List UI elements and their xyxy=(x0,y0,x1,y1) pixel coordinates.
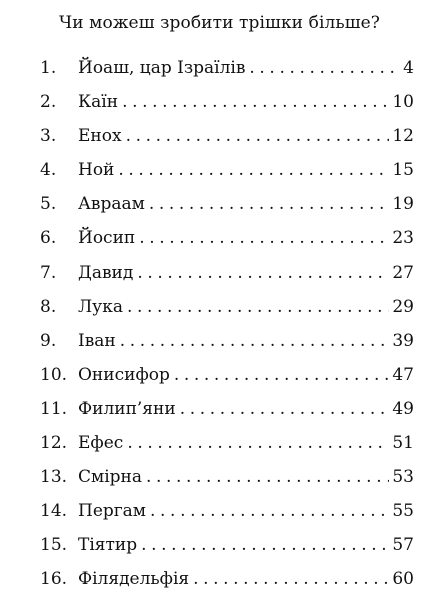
toc-entry-title: Авраам xyxy=(78,194,145,215)
dot-leader xyxy=(127,293,389,321)
toc-entry-number: 3. xyxy=(40,126,57,147)
toc-entry-page-number: 53 xyxy=(392,467,414,488)
toc-entry-page-number: 15 xyxy=(392,160,414,181)
toc-entry-page-number: 19 xyxy=(392,194,414,215)
toc-entry-title: Ной xyxy=(78,160,115,181)
dot-leader xyxy=(137,259,389,287)
toc-entry-title: Смірна xyxy=(78,467,143,488)
toc-entry xyxy=(40,88,414,122)
dot-leader xyxy=(174,361,389,389)
toc-entry-number: 10. xyxy=(40,364,68,385)
toc-entry-number: 14. xyxy=(40,501,68,522)
toc-entry-title: Філядельфія xyxy=(78,569,190,590)
dot-leader xyxy=(141,531,389,559)
toc-entry xyxy=(40,156,414,190)
toc-entry xyxy=(40,259,414,293)
dot-leader xyxy=(139,224,389,252)
toc-entry-page-number: 29 xyxy=(392,296,414,317)
toc-entry-title: Давид xyxy=(78,262,134,283)
dot-leader xyxy=(249,54,400,82)
toc-entry-number: 6. xyxy=(40,228,57,249)
toc-entry-page-number: 55 xyxy=(392,501,414,522)
toc-entry-title: Енох xyxy=(78,126,122,147)
toc-list xyxy=(40,54,414,600)
toc-entry-page-number: 49 xyxy=(392,398,414,419)
toc-entry-title: Йоаш, цар Ізраїлів xyxy=(78,58,246,78)
toc-entry-number: 15. xyxy=(40,535,68,556)
toc-entry xyxy=(40,122,414,156)
toc-entry-page-number: 39 xyxy=(392,330,414,351)
toc-entry-number: 11. xyxy=(40,398,68,419)
toc-entry-title: Йосип xyxy=(78,228,136,249)
dot-leader xyxy=(193,565,389,593)
toc-entry xyxy=(40,327,414,361)
toc-entry xyxy=(40,463,414,497)
toc-entry-number: 16. xyxy=(40,569,68,590)
toc-entry-page-number: 60 xyxy=(392,569,414,590)
toc-entry xyxy=(40,531,414,565)
toc-entry xyxy=(40,395,414,429)
toc-entry-page-number: 23 xyxy=(392,228,414,249)
toc-entry-title: Пергам xyxy=(78,501,147,522)
toc-entry xyxy=(40,361,414,395)
toc-entry-page-number: 10 xyxy=(392,92,414,113)
toc-entry-title: Филип’яни xyxy=(78,398,176,419)
toc-entry-title: Тіятир xyxy=(78,535,138,556)
toc-entry-number: 12. xyxy=(40,433,68,454)
dot-leader xyxy=(122,88,389,116)
dot-leader xyxy=(126,122,390,150)
dot-leader xyxy=(150,497,389,525)
toc-entry-page-number: 51 xyxy=(392,433,414,454)
page-title: Чи можеш зробити трішки більше? xyxy=(58,13,381,33)
toc-entry xyxy=(40,497,414,531)
toc-entry-title: Онисифор xyxy=(78,364,170,385)
toc-entry xyxy=(40,565,414,599)
toc-entry-page-number: 47 xyxy=(392,364,414,385)
toc-entry-number: 9. xyxy=(40,330,57,351)
toc-entry-page-number: 4 xyxy=(403,58,414,78)
dot-leader xyxy=(180,395,390,423)
toc-entry-number: 8. xyxy=(40,296,57,317)
toc-entry xyxy=(40,54,414,88)
toc-entry-page-number: 12 xyxy=(392,126,414,147)
toc-entry-title: Ефес xyxy=(78,433,124,454)
toc-entry-page-number: 27 xyxy=(392,262,414,283)
dot-leader xyxy=(149,190,390,218)
toc-entry xyxy=(40,224,414,258)
dot-leader xyxy=(127,429,389,457)
toc-entry xyxy=(40,293,414,327)
toc-entry-number: 7. xyxy=(40,262,57,283)
toc-entry-title: Іван xyxy=(78,330,116,351)
dot-leader xyxy=(118,156,389,184)
toc-entry-number: 5. xyxy=(40,194,57,215)
toc-entry-number: 13. xyxy=(40,467,68,488)
toc-entry-title: Лука xyxy=(78,296,123,317)
toc-entry-number: 1. xyxy=(40,58,57,78)
toc-entry-number: 2. xyxy=(40,92,57,113)
toc-entry xyxy=(40,190,414,224)
toc-entry-number: 4. xyxy=(40,160,57,181)
dot-leader xyxy=(120,327,390,355)
dot-leader xyxy=(146,463,389,491)
toc-entry-page-number: 57 xyxy=(392,535,414,556)
toc-entry-title: Каїн xyxy=(78,92,119,113)
toc-entry xyxy=(40,429,414,463)
